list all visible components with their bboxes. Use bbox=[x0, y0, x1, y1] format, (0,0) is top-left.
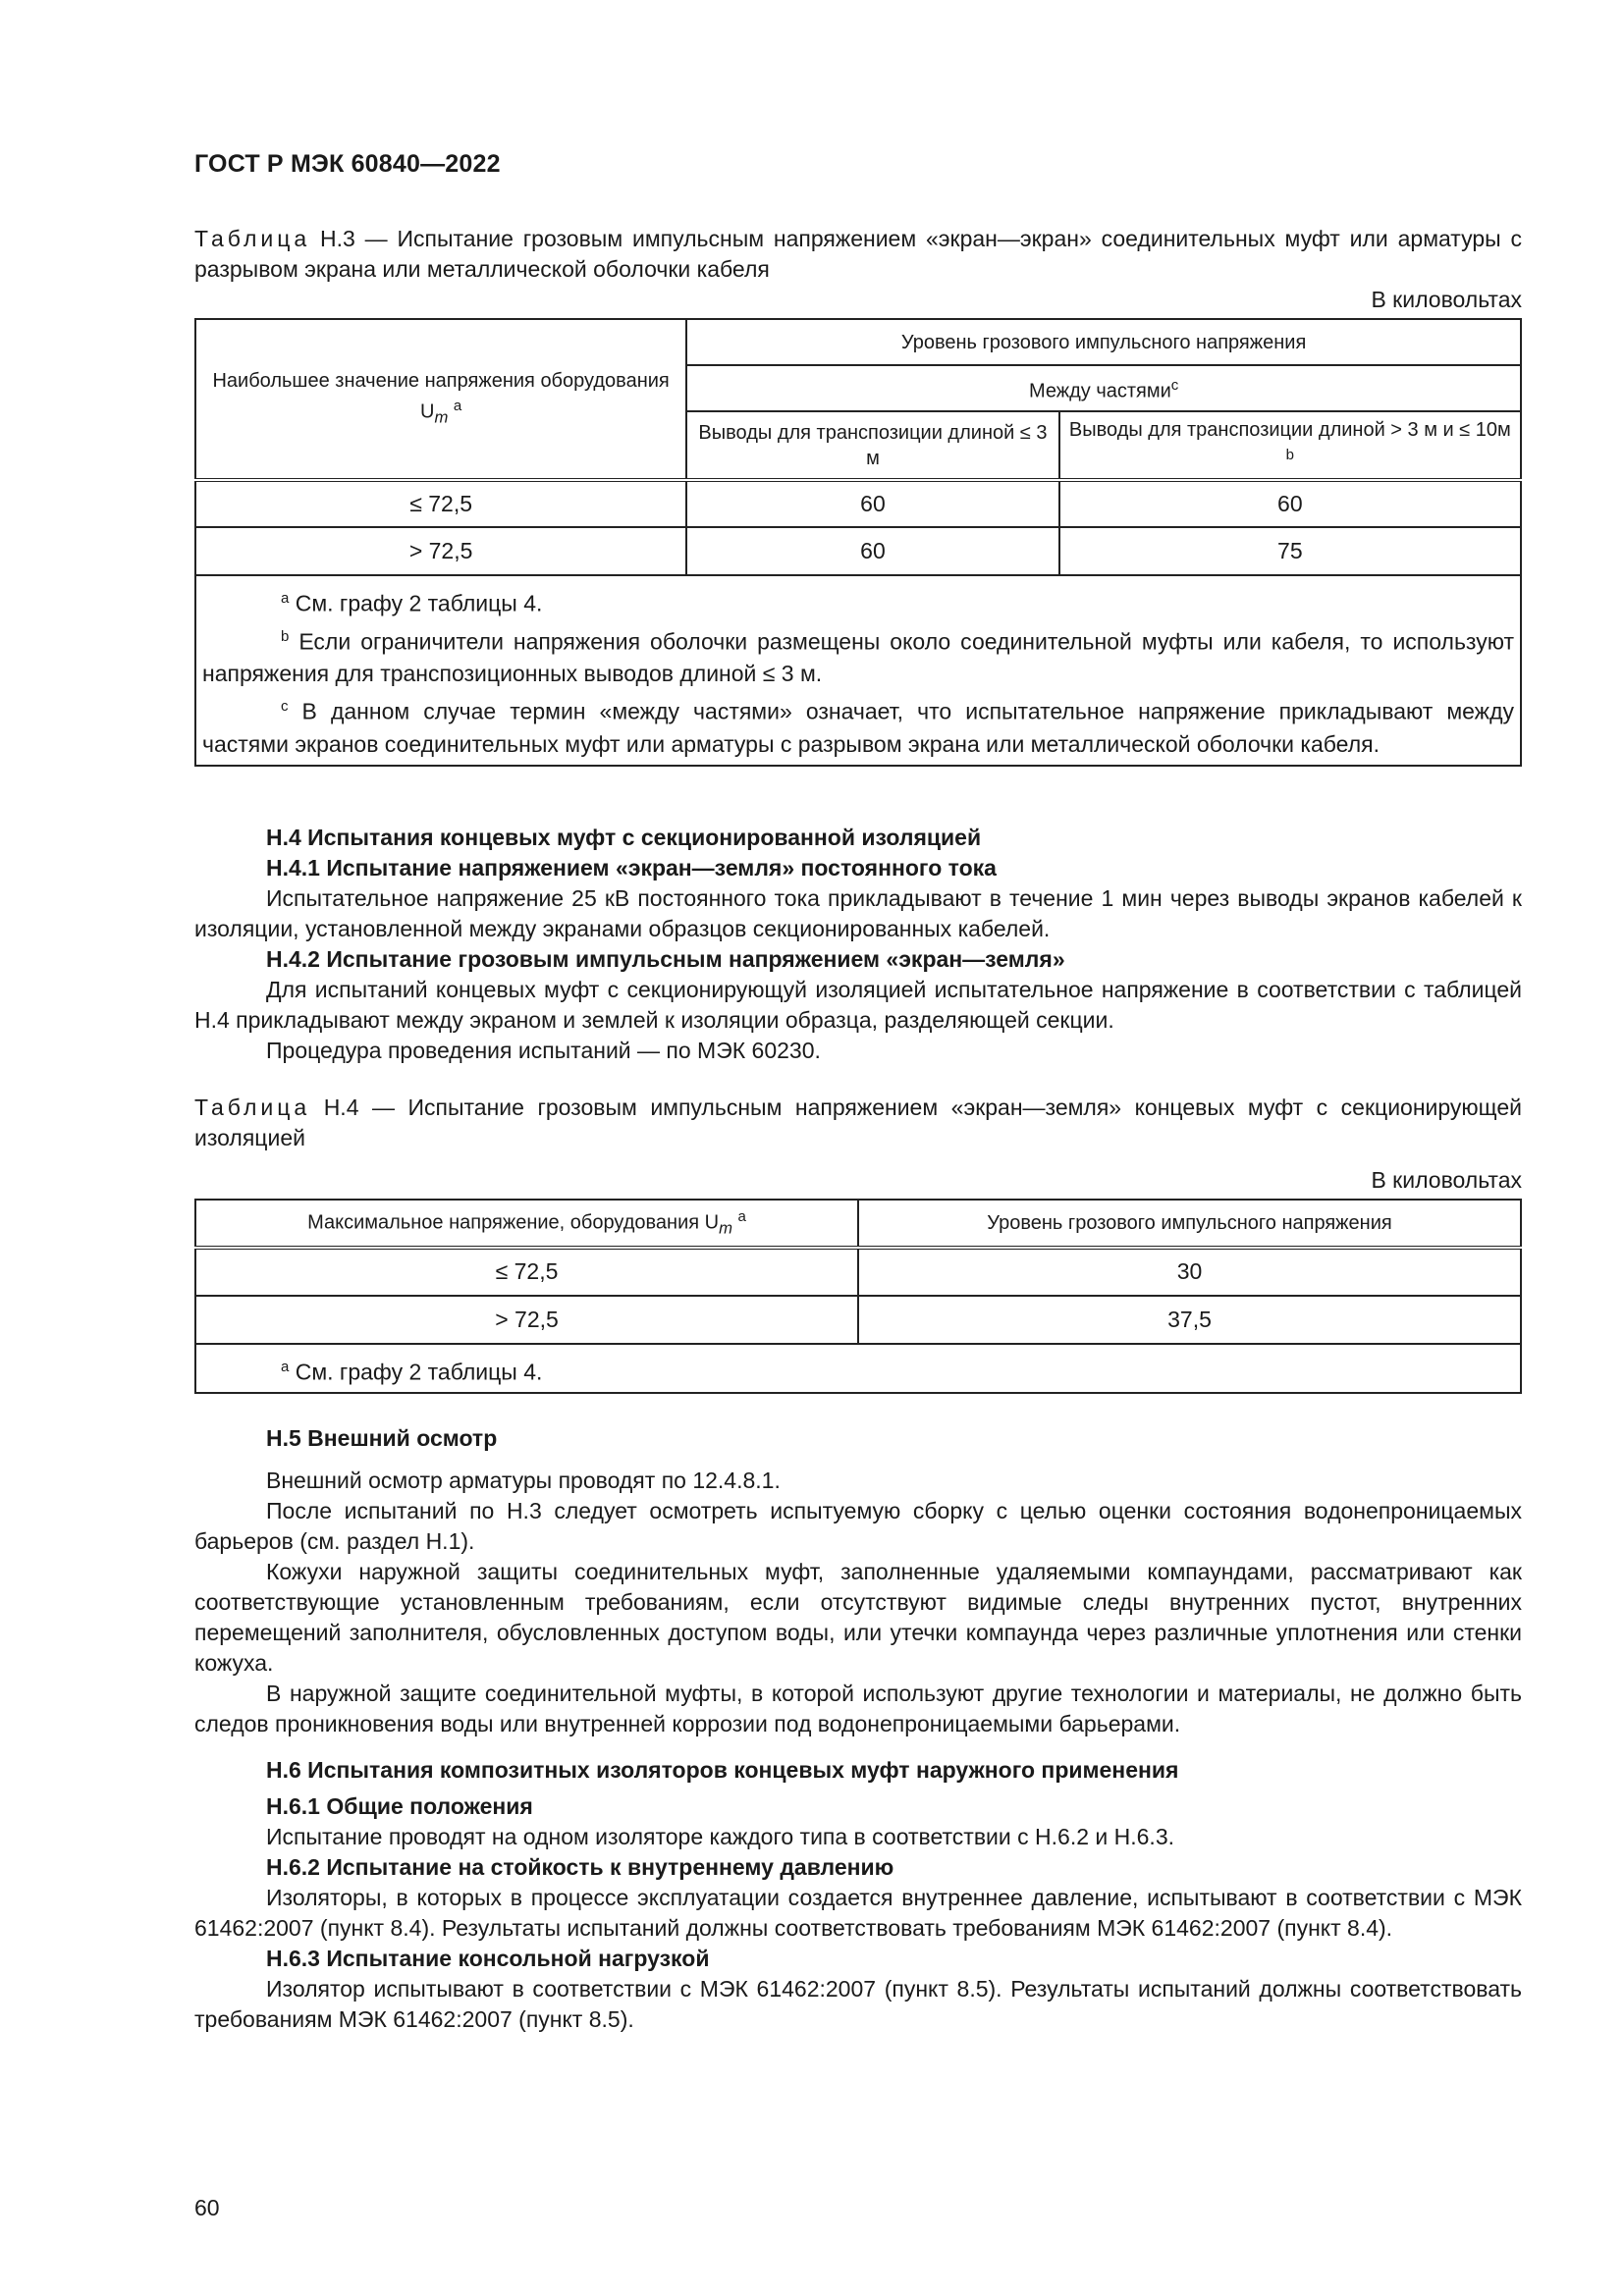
table-h4-caption-text: Н.4 — Испытание грозовым импульсным напряжением «экран—земля» концевых муфт с секционирующей изоляцией bbox=[194, 1095, 1522, 1150]
section-h5-p1: Внешний осмотр арматуры проводят по 12.4.8.1. bbox=[266, 1468, 781, 1493]
table-h4-cell-level: 37,5 bbox=[858, 1296, 1521, 1344]
table-h3-cell-long: 75 bbox=[1059, 527, 1521, 575]
table-h4-cell-voltage: ≤ 72,5 bbox=[195, 1248, 858, 1296]
section-h62-text: Изоляторы, в которых в процессе эксплуатации создается внутреннее давление, испытывают в соответствии с МЭК 61462:2007 (пункт 8.4). Результаты испытаний должны соответствовать требованиям МЭК 61462:2007 (пункт 8.4). bbox=[194, 1885, 1522, 1941]
table-h4-col1-header: Максимальное напряжение, оборудования $U_m$ $^а$ bbox=[195, 1200, 858, 1248]
table-h3-units: В киловольтах bbox=[1371, 287, 1522, 312]
section-h5-p2: После испытаний по Н.3 следует осмотреть испытуемую сборку с целью оценки состояния водонепроницаемых барьеров (см. раздел Н.1). bbox=[194, 1498, 1522, 1554]
section-h63-text: Изолятор испытывают в соответствии с МЭК 61462:2007 (пункт 8.5). Результаты испытаний должны соответствовать требованиям МЭК 61462:2007 (пункт 8.5). bbox=[194, 1976, 1522, 2032]
table-h3-col1-header: Наибольшее значение напряжения оборудования $U_m$ $^а$ bbox=[195, 319, 686, 480]
standard-header: ГОСТ Р МЭК 60840—2022 bbox=[194, 150, 501, 178]
table-h3-cell-long: 60 bbox=[1059, 480, 1521, 527]
table-h3-caption-text: Н.3 — Испытание грозовым импульсным напряжением «экран—экран» соединительных муфт или арматуры с разрывом экрана или металлической оболочки кабеля bbox=[194, 226, 1522, 282]
table-row bbox=[195, 527, 1521, 575]
section-h62-title: H.6.2 Испытание на стойкость к внутреннему давлению bbox=[266, 1854, 894, 1880]
section-h42-text1: Для испытаний концевых муфт с секционирующуй изоляцией испытательное напряжение в соответствии с таблицей Н.4 прикладывают между экраном и землей к изоляции образца, разделяющей секции. bbox=[194, 977, 1522, 1033]
table-h4-block bbox=[194, 1093, 1522, 1394]
section-h61-title: H.6.1 Общие положения bbox=[266, 1793, 533, 1819]
table-h4-footnote bbox=[195, 1344, 1521, 1394]
table-row bbox=[195, 480, 1521, 527]
table-h3-block bbox=[194, 224, 1522, 767]
table-row bbox=[195, 1296, 1521, 1344]
table-h3-cell-short: 60 bbox=[686, 527, 1058, 575]
section-h5-p3: Кожухи наружной защиты соединительных муфт, заполненные удаляемыми компаундами, рассматривают как соответствующие установленным требованиям, если отсутствуют видимые следы внутренних пустот, внутренних перемещений заполнителя, обусловленных доступом воды, или утечки компаунда через различные уплотнения или стенки кожуха. bbox=[194, 1559, 1522, 1676]
footnote-a: $^а$ См. графу 2 таблицы 4. bbox=[281, 1358, 543, 1385]
page-number: 60 bbox=[194, 2195, 220, 2220]
table-row bbox=[195, 1248, 1521, 1296]
table-h3-caption-label: Таблица bbox=[194, 226, 311, 251]
footnote-b: $^b$ Если ограничители напряжения оболочки размещены около соединительной муфты или кабеля, то используют напряжения для транспозиционных выводов длиной ≤ 3 м. bbox=[202, 627, 1514, 687]
table-h4-caption bbox=[194, 1093, 1522, 1153]
section-h63-title: H.6.3 Испытание консольной нагрузкой bbox=[266, 1946, 710, 1971]
table-h3-between-header: Между частями$^c$ bbox=[686, 365, 1521, 411]
table-h3 bbox=[194, 318, 1522, 767]
table-h4-cell-voltage: > 72,5 bbox=[195, 1296, 858, 1344]
table-h3-footnotes bbox=[195, 575, 1521, 766]
section-h42-text2: Процедура проведения испытаний — по МЭК 60230. bbox=[266, 1038, 821, 1063]
table-h3-cell-short: 60 bbox=[686, 480, 1058, 527]
section-h5-title: H.5 Внешний осмотр bbox=[266, 1425, 498, 1451]
section-h4 bbox=[194, 823, 1522, 1066]
section-h41-text: Испытательное напряжение 25 кВ постоянного тока прикладывают в течение 1 мин через выводы экранов кабелей к изоляции, установленной между экранами образцов секционированных кабелей. bbox=[194, 885, 1522, 941]
footnote-c: $^c$ В данном случае термин «между частями» означает, что испытательное напряжение прикладывают между частями экранов соединительных муфт или арматуры с разрывом экрана или металлической оболочки кабеля. bbox=[202, 698, 1514, 757]
table-h4 bbox=[194, 1199, 1522, 1394]
table-h3-subcol-short: Выводы для транспозиции длиной ≤ 3 м bbox=[686, 411, 1058, 480]
section-h5-p4: В наружной защите соединительной муфты, в которой используют другие технологии и материалы, не должно быть следов проникновения воды или внутренней коррозии под водонепроницаемыми барьерами. bbox=[194, 1681, 1522, 1736]
section-h42-title: H.4.2 Испытание грозовым импульсным напряжением «экран—земля» bbox=[266, 946, 1065, 972]
footnote-a: $^а$ См. графу 2 таблицы 4. bbox=[281, 590, 543, 616]
section-h6-title: H.6 Испытания композитных изоляторов концевых муфт наружного применения bbox=[266, 1757, 1179, 1783]
table-h4-col2-header: Уровень грозового импульсного напряжения bbox=[858, 1200, 1521, 1248]
table-h3-group-header: Уровень грозового импульсного напряжения bbox=[686, 319, 1521, 365]
table-h4-cell-level: 30 bbox=[858, 1248, 1521, 1296]
table-h3-caption bbox=[194, 224, 1522, 285]
section-h41-title: H.4.1 Испытание напряжением «экран—земля» постоянного тока bbox=[266, 855, 997, 881]
table-h4-units: В киловольтах bbox=[1371, 1167, 1522, 1193]
table-h3-subcol-long: Выводы для транспозиции длиной > 3 м и ≤ 10м $^b$ bbox=[1059, 411, 1521, 480]
section-h5 bbox=[194, 1423, 1522, 1739]
table-h3-cell-voltage: > 72,5 bbox=[195, 527, 686, 575]
section-h4-title: H.4 Испытания концевых муфт с секционированной изоляцией bbox=[266, 825, 982, 850]
table-h4-caption-label: Таблица bbox=[194, 1095, 311, 1120]
section-h6 bbox=[194, 1755, 1522, 2035]
section-h61-text: Испытание проводят на одном изоляторе каждого типа в соответствии с Н.6.2 и Н.6.3. bbox=[266, 1824, 1174, 1849]
table-h3-cell-voltage: ≤ 72,5 bbox=[195, 480, 686, 527]
